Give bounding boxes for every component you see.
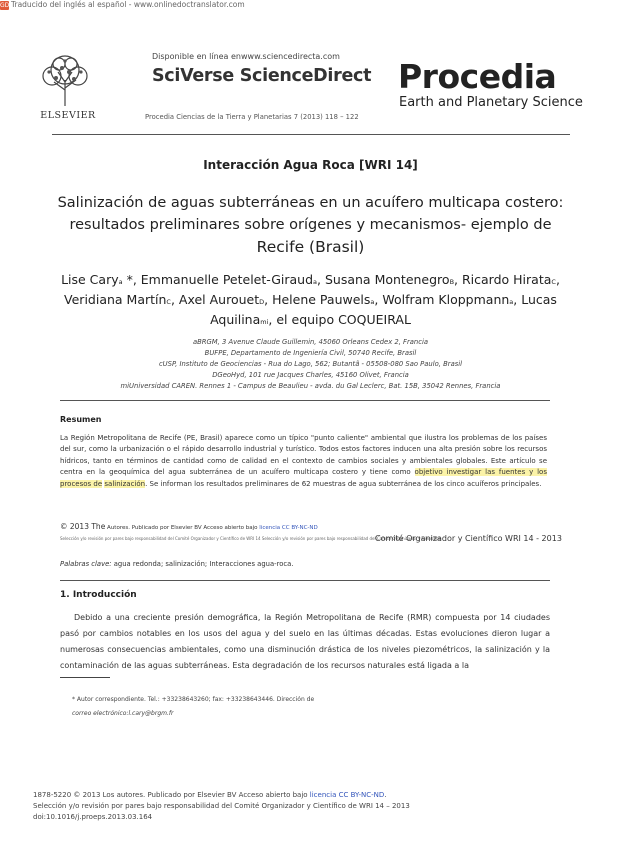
footer-text: Selección y/o revisión por pares bajo responsabilidad del Comité Organizador y Científico de WRI 14 – 2013	[33, 802, 410, 810]
abstract-top-divider	[60, 400, 550, 401]
author-name: , el equipo COQUEIRAL	[268, 312, 411, 327]
footnote	[72, 693, 314, 721]
footnote-email: correo electrónico:l.cary@brgm.fr	[72, 710, 174, 717]
author-name: , Susana Montenegro	[317, 272, 450, 287]
author-affil-mark: a	[370, 298, 375, 306]
author-name: Lise Cary	[61, 272, 119, 287]
available-online-text: Disponible en línea enwww.sciencedirecta.com	[152, 52, 340, 61]
abstract-body: La Región Metropolitana de Recife (PE, Brasil) aparece como un típico "punto caliente" ambiental que ilustra los problemas de los países del sur, como la urbanización o el rápido desarrollo industrial y turístico. Todos estos factores inducen una alta presión sobre los recursos hídricos, tanto en términos de cantidad como de calidad en el contexto de cambios sociales y ambientales globales. Este artículo se centra en la geoquímica del agua subterránea de un acuífero multicapa costero y tiene como	[60, 434, 547, 477]
title-line-3: Recife (Brasil)	[256, 238, 365, 256]
footnote-line: * Autor correspondiente. Tel.: +33238643260; fax: +33238643446. Dirección de	[72, 696, 315, 703]
author-affil-mark: C	[166, 298, 171, 306]
affiliation-line: cUSP, Instituto de Geociencias - Rua do Lago, 562; Butantã - 05508-080 Sao Paulo, Brasil	[158, 360, 463, 368]
keywords-text: agua redonda; salinización; Interacciones agua-roca.	[111, 560, 294, 568]
keywords	[60, 560, 293, 568]
author-separator: ,	[555, 272, 560, 287]
translator-logo-icon: GD	[0, 1, 10, 9]
abstract-body: . Se informan los resultados preliminares de 62 muestras de agua subterránea de los cinco acuíferos principales.	[145, 479, 542, 488]
header-divider	[52, 134, 570, 135]
author-affil-mark: a	[118, 278, 123, 286]
author-name: , Lucas	[513, 292, 557, 307]
keywords-label: Palabras clave:	[60, 560, 112, 568]
author-affil-mark: B	[449, 278, 455, 286]
abstract-bottom-divider	[60, 580, 550, 581]
procedia-title: Procedia	[398, 57, 557, 96]
copyright-text: © 2013 The	[60, 522, 106, 531]
author-name: Aquilina	[210, 312, 261, 327]
author-name: , Wolfram Kloppmann	[374, 292, 510, 307]
highlighted-text: salinización	[104, 479, 146, 488]
copyright-line	[60, 522, 318, 531]
affiliation-line: miUniversidad CAREN. Rennes 1 - Campus de Beaulieu - avda. du Gal Leclerc, Bat. 15B, 35042 Rennes, Francia	[120, 382, 501, 390]
paper-title	[40, 192, 581, 258]
affiliation-line: DGeoHyd, 101 rue Jacques Charles, 45160 Olivet, Francia	[212, 371, 409, 379]
author-list	[40, 271, 581, 331]
translator-banner	[0, 0, 245, 10]
footer-text: .	[384, 791, 387, 799]
elsevier-tree-icon	[32, 52, 98, 106]
section-heading: 1. Introducción	[60, 590, 137, 600]
committee-note: Comité Organizador y Científico WRI 14 - 2013	[375, 534, 562, 543]
journal-citation: Procedia Ciencias de la Tierra y Planetarias 7 (2013) 118 – 122	[145, 113, 359, 121]
license-link[interactable]: licencia CC BY-NC-ND	[259, 525, 318, 531]
author-affil-mark: a	[509, 298, 514, 306]
section-body: Debido a una creciente presión demográfica, la Región Metropolitana de Recife (RMR) compuesta por 14 ciudades pasó por cambios notables en los usos del agua y del suelo en las últimas décadas. Estas evoluciones dieron lugar a numerosas consecuencias ambientales, como una disminución drástica de los niveles piezométricos, la salinización y la contaminación de las aguas subterráneas. Esta degradación de los recursos naturales está ligada a la	[60, 613, 550, 670]
abstract-heading: Resumen	[60, 415, 102, 424]
copyright-text: Autores. Publicado por Elsevier BV Acceso abierto bajo	[105, 525, 260, 531]
footer-doi: doi:10.1016/j.proeps.2013.03.164	[33, 813, 153, 821]
elsevier-wordmark: ELSEVIER	[40, 110, 96, 121]
translator-banner-text: Traducido del inglés al español - www.onlinedoctranslator.com	[11, 0, 245, 9]
affiliation-line: aBRGM, 3 Avenue Claude Guillemin, 45060 Orleans Cedex 2, Francia	[192, 338, 428, 346]
procedia-subtitle: Earth and Planetary Science	[399, 95, 583, 110]
footer-text: 1878-5220 © 2013 Los autores. Publicado por Elsevier BV Acceso abierto bajo	[33, 791, 310, 799]
elsevier-logo	[32, 52, 104, 122]
title-line-1: Salinización de aguas subterráneas en un acuífero multicapa costero:	[57, 195, 564, 211]
author-affil-mark: a	[313, 278, 318, 286]
conference-heading: Interacción Agua Roca [WRI 14]	[203, 158, 418, 172]
author-affil-mark: D	[259, 298, 265, 306]
highlighted-text: objetivo investigar las fuentes y los procesos de	[60, 468, 547, 488]
affiliation-line: BUFPE, Departamento de Ingeniería Civil, 50740 Recife, Brasil	[204, 349, 417, 357]
page-footer	[33, 790, 410, 823]
abstract-text	[60, 433, 547, 490]
title-line-2: resultados preliminares sobre orígenes y mecanismos- ejemplo de	[69, 217, 552, 233]
overlapping-text: Selección y/o revisión por pares bajo responsabilidad del Comité Organizador y Científico de WRI 14 Selección y/o revisión por pares bajo responsabilidad del Comité Organizador y Científico	[60, 536, 441, 541]
author-name: , Ricardo Hirata	[454, 272, 552, 287]
sciverse-logo-text: SciVerse ScienceDirect	[152, 66, 372, 86]
author-name: , Helene Pauwels	[264, 292, 371, 307]
author-affil-mark: C	[551, 278, 556, 286]
footer-license-link[interactable]: licencia CC BY-NC-ND	[309, 791, 385, 799]
author-name: , Axel Aurouet	[170, 292, 260, 307]
author-name: *, Emmanuelle Petelet-Giraud	[122, 272, 314, 287]
footnote-divider	[60, 677, 110, 678]
affiliations	[50, 337, 571, 392]
author-affil-mark: mi	[260, 318, 269, 326]
author-name: Veridiana Martín	[64, 292, 167, 307]
